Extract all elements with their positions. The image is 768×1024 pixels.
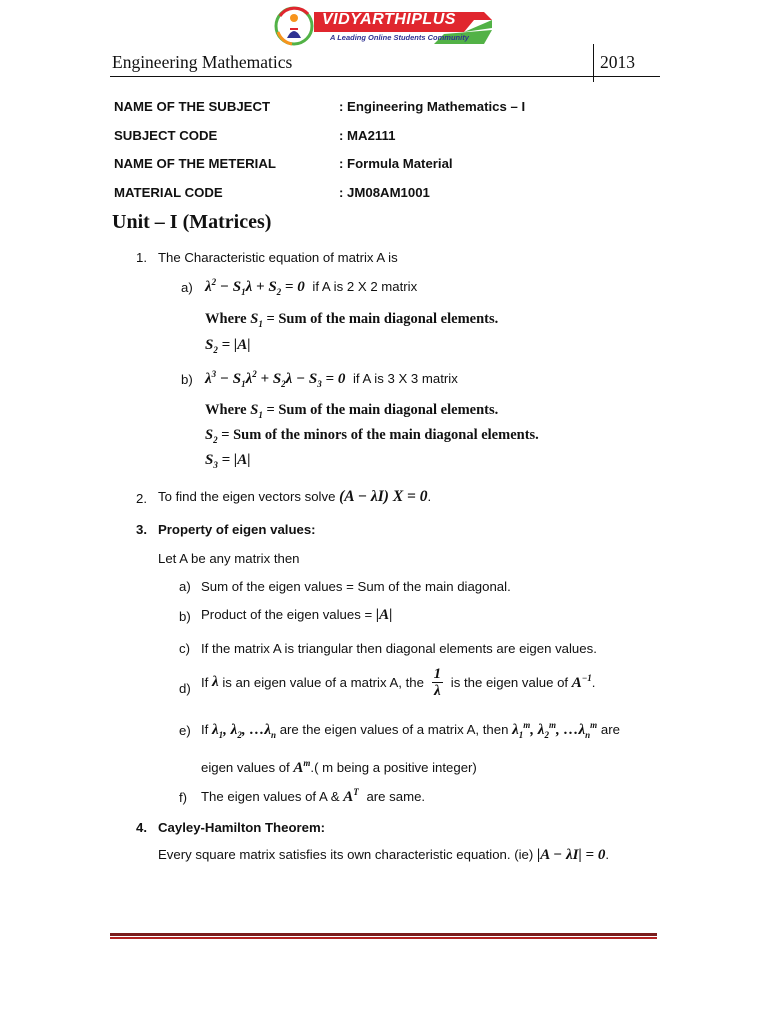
logo-emblem-icon [270, 2, 320, 50]
property-text: If λ is an eigen value of a matrix A, the $\frac{1}{\lambda}$ is the eigen value of $A^{-1}$. [201, 666, 596, 699]
logo [270, 2, 495, 50]
item-text: The Characteristic equation of matrix A is [158, 250, 398, 265]
equation-s2: $S_2 = |A|$ [205, 337, 251, 355]
detail-value: : MA2111 [339, 128, 396, 143]
property-text-continued: eigen values of $A^m$.( m being a positive integer) [201, 758, 477, 776]
theorem-statement: Every square matrix satisfies its own characteristic equation. (ie) |A − λI| = 0. [158, 847, 610, 863]
section-heading: Property of eigen values: [158, 522, 316, 537]
equation-note: if A is 3 X 3 matrix [353, 371, 458, 386]
characteristic-equation-3x3: $\lambda^3 - S_1\lambda^2 + S_2\lambda - S_3 = 0$ if A is 3 X 3 matrix [205, 369, 458, 389]
where-line: $S_2$ = Sum of the minors of the main diagonal elements. [205, 427, 539, 445]
detail-label: NAME OF THE METERIAL [114, 156, 276, 171]
item-number: 2. [136, 491, 147, 506]
item-number: 3. [136, 522, 147, 537]
item-text: To find the eigen vectors solve (A − λI) X = 0. [158, 488, 432, 505]
property-text: If the matrix A is triangular then diagonal elements are eigen values. [201, 641, 597, 656]
sub-marker: f) [179, 790, 188, 805]
sub-marker: e) [179, 723, 191, 738]
sub-marker: b) [181, 372, 193, 387]
item-number: 1. [136, 250, 147, 265]
characteristic-equation-2x2: $\lambda^2 - S_1\lambda + S_2 = 0$ if A is 2 X 2 matrix [205, 277, 418, 297]
detail-value: : JM08AM1001 [339, 185, 430, 200]
detail-value: : Formula Material [339, 156, 453, 171]
equation-note: if A is 2 X 2 matrix [312, 279, 418, 294]
property-text: The eigen values of A & $A^T$ are same. [201, 787, 426, 805]
detail-label: MATERIAL CODE [114, 185, 223, 200]
logo-name: VIDYARTHIPLUS [322, 11, 456, 28]
equation-s3: $S_3 = |A|$ [205, 452, 251, 470]
section-intro: Let A be any matrix then [158, 551, 300, 566]
section-heading: Cayley-Hamilton Theorem: [158, 820, 326, 835]
page-title: Engineering Mathematics [112, 52, 293, 72]
where-line: Where $S_1$ = Sum of the main diagonal elements. [205, 311, 499, 329]
detail-label: NAME OF THE SUBJECT [114, 99, 271, 114]
item-number: 4. [136, 820, 147, 835]
detail-label: SUBJECT CODE [114, 128, 218, 143]
sub-marker: a) [179, 579, 191, 594]
where-line: Where $S_1$ = Sum of the main diagonal elements. [205, 402, 499, 420]
footer-rule [110, 933, 657, 940]
reciprocal-fraction: $\frac{1}{\lambda}$ [433, 666, 442, 699]
detail-value: : Engineering Mathematics – I [339, 99, 526, 114]
sub-marker: b) [179, 609, 191, 624]
sub-marker: c) [179, 641, 190, 656]
header-rule [110, 76, 660, 77]
page-year: 2013 [600, 52, 635, 72]
sub-marker: a) [181, 280, 193, 295]
property-text: Product of the eigen values = |A| [201, 607, 393, 623]
logo-tagline: A Leading Online Students Community [330, 33, 469, 42]
sub-marker: d) [179, 681, 191, 696]
property-text: Sum of the eigen values = Sum of the main diagonal. [201, 579, 511, 594]
unit-title: Unit – I (Matrices) [112, 211, 272, 233]
property-text: If $\lambda_1$, $\lambda_2$, $\dots\lambda_n$ are the eigen values of a matrix A, then $\lambda_1^m$, $\lambda_2^m$, $\dots\lambda_n^m$ are [201, 720, 620, 740]
